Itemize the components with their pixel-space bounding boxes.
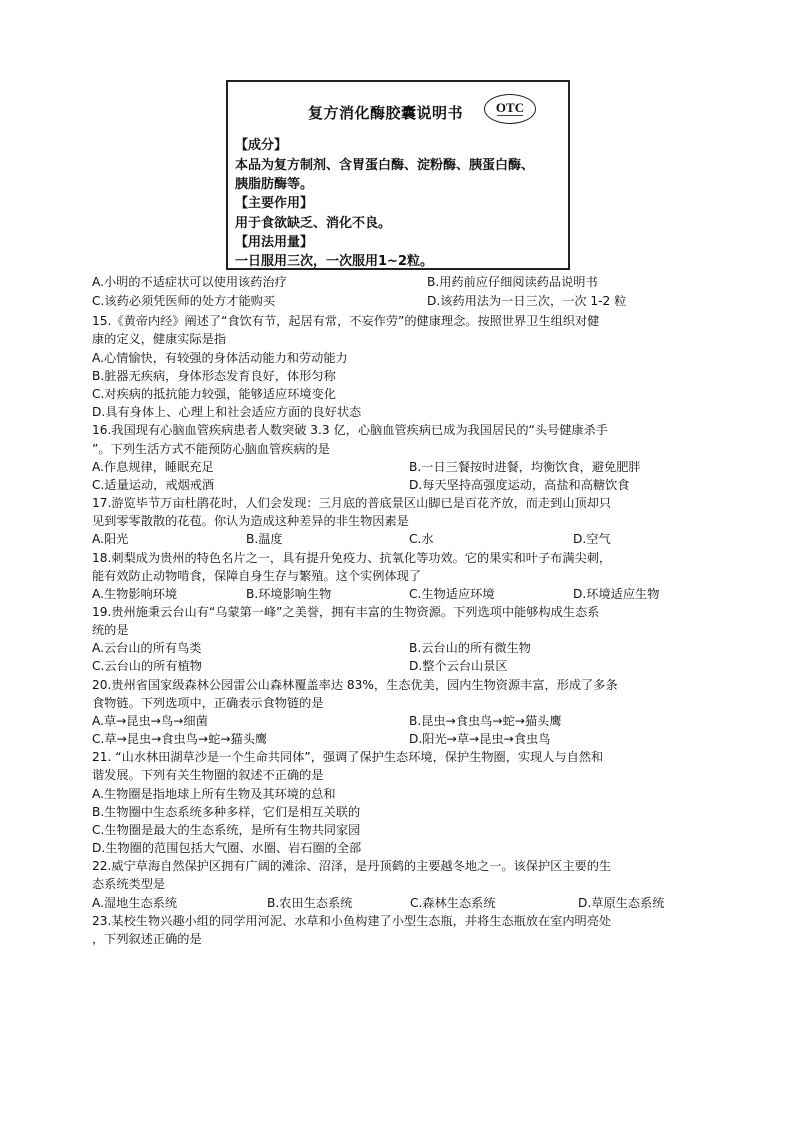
q21-option-a: A.生物圈是指地球上所有生物及其环境的总和	[92, 787, 336, 801]
otc-badge	[484, 94, 536, 124]
q17-option-a: A.阳光	[92, 532, 129, 546]
q15-option-d: D.具有身体上、心理上和社会适应方面的良好状态	[92, 405, 362, 419]
q19-option-b: B.云台山的所有微生物	[409, 641, 531, 655]
q20-option-c: C.草→昆虫→食虫鸟→蛇→猫头鹰	[92, 732, 268, 746]
q18-option-b: B.环境影响生物	[246, 587, 332, 601]
q19-option-c: C.云台山的所有植物	[92, 659, 202, 673]
q17-option-c: C.水	[409, 532, 434, 546]
q22-option-d: D.草原生态系统	[578, 896, 665, 910]
q16-option-b: B.一日三餐按时进餐，均衡饮食，避免肥胖	[409, 460, 641, 474]
q21-stem-line1: 21. “山水林田湖草沙是一个生命共同体”，强调了保护生态环境，保护生物圈，实现人与自然和	[92, 750, 604, 764]
q22-option-a: A.湿地生态系统	[92, 896, 178, 910]
q16-stem-line2: ”。下列生活方式不能预防心脑血管疾病的是	[92, 442, 330, 456]
q20-stem-line1: 20.贵州省国家级森林公园雷公山森林覆盖率达 83%，生态优美，园内生物资源丰富，形成了多条	[92, 678, 618, 692]
q14-option-c: C.该药必须凭医师的处方才能购买	[92, 294, 276, 308]
q20-option-b: B.昆虫→食虫鸟→蛇→猫头鹰	[409, 714, 562, 728]
medicine-line: 本品为复方制剂、含胃蛋白酶、淀粉酶、胰蛋白酶、	[235, 158, 535, 173]
q20-option-a: A.草→昆虫→鸟→细菌	[92, 714, 208, 728]
q17-stem-line2: 见到零零散散的花苞。你认为造成这种差异的非生物因素是	[92, 514, 409, 528]
q14-option-d: D.该药用法为一日三次，一次 1-2 粒	[427, 294, 627, 308]
medicine-instruction-box	[226, 80, 570, 270]
otc-underline	[497, 115, 523, 118]
q18-stem-line1: 18.刺梨成为贵州的特色名片之一，具有提升免疫力、抗氧化等功效。它的果实和叶子布满尖刺，	[92, 551, 612, 565]
q18-option-c: C.生物适应环境	[409, 587, 495, 601]
q17-option-b: B.温度	[246, 532, 283, 546]
q15-option-a: A.心情愉快，有较强的身体活动能力和劳动能力	[92, 351, 348, 365]
q21-option-c: C.生物圈是最大的生态系统，是所有生物共同家园	[92, 823, 361, 837]
q22-option-b: B.农田生态系统	[267, 896, 353, 910]
q16-option-d: D.每天坚持高强度运动，高盐和高糖饮食	[409, 478, 630, 492]
medicine-line: 用于食欲缺乏、消化不良。	[235, 216, 392, 231]
q21-option-b: B.生物圈中生态系统多种多样，它们是相互关联的	[92, 805, 361, 819]
q23-stem-line2: ，下列叙述正确的是	[92, 932, 202, 946]
q19-stem-line2: 统的是	[92, 623, 129, 637]
medicine-line: 胰脂肪酶等。	[235, 177, 314, 192]
q20-option-d: D.阳光→草→昆虫→食虫鸟	[409, 732, 551, 746]
q19-stem-line1: 19.贵州施秉云台山有“乌蒙第一峰”之美誉，拥有丰富的生物资源。下列选项中能够构成生态系	[92, 605, 600, 619]
q22-stem-line1: 22.威宁草海自然保护区拥有广阔的滩涂、沼泽，是丹顶鹤的主要越冬地之一。该保护区主要的生	[92, 859, 612, 873]
medicine-line: 【主要作用】	[235, 196, 314, 211]
q15-option-b: B.脏器无疾病，身体形态发育良好，体形匀称	[92, 369, 336, 383]
q18-stem-line2: 能有效防止动物啃食，保障自身生存与繁殖。这个实例体现了	[92, 569, 422, 583]
q18-option-a: A.生物影响环境	[92, 587, 178, 601]
q15-stem-line1: 15.《黄帝内经》阐述了“食饮有节，起居有常，不妄作劳”的健康理念。按照世界卫生组织对健	[92, 314, 600, 328]
q21-stem-line2: 谐发展。下列有关生物圈的叙述不正确的是	[92, 768, 324, 782]
q19-option-d: D.整个云台山景区	[409, 659, 508, 673]
medicine-line: 【成分】	[235, 138, 288, 153]
q16-stem-line1: 16.我国现有心脑血管疾病患者人数突破 3.3 亿，心脑血管疾病已成为我国居民的“头号健康杀手	[92, 423, 608, 437]
q21-option-d: D.生物圈的范围包括大气圈、水圈、岩石圈的全部	[92, 841, 362, 855]
q23-stem-line1: 23.某校生物兴趣小组的同学用河泥、水草和小鱼构建了小型生态瓶，并将生态瓶放在室内明亮处	[92, 914, 612, 928]
medicine-title: 复方消化酶胶囊说明书	[308, 104, 464, 122]
q22-option-c: C.森林生态系统	[410, 896, 496, 910]
q14-option-b: B.用药前应仔细阅读药品说明书	[427, 275, 598, 289]
otc-text: OTC	[495, 99, 525, 115]
q20-stem-line2: 食物链。下列选项中，正确表示食物链的是	[92, 696, 324, 710]
q16-option-a: A.作息规律，睡眠充足	[92, 460, 214, 474]
q15-stem-line2: 康的定义，健康实际是指	[92, 332, 227, 346]
q14-option-a: A.小明的不适症状可以使用该药治疗	[92, 275, 287, 289]
medicine-line: 一日服用三次，一次服用1~2粒。	[235, 254, 433, 269]
q17-stem-line1: 17.游览毕节万亩杜鹃花时，人们会发现：三月底的普底景区山脚已是百花齐放，而走到山顶却只	[92, 496, 612, 510]
q15-option-c: C.对疾病的抵抗能力较强，能够适应环境变化	[92, 387, 336, 401]
q18-option-d: D.环境适应生物	[573, 587, 660, 601]
medicine-line: 【用法用量】	[235, 235, 314, 250]
q22-stem-line2: 态系统类型是	[92, 877, 166, 891]
q19-option-a: A.云台山的所有鸟类	[92, 641, 202, 655]
q16-option-c: C.适量运动，戒烟戒酒	[92, 478, 215, 492]
q17-option-d: D.空气	[573, 532, 611, 546]
